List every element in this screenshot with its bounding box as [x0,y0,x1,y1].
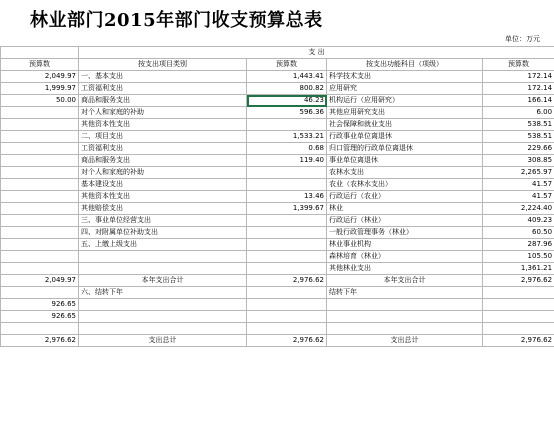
table-row [1,107,554,119]
cell-func-amount[interactable] [483,311,554,323]
header-column-row [1,59,554,71]
cell-func-amount[interactable]: 229.66 [483,143,554,155]
cell-econ-item[interactable]: 二、项目支出 [79,131,247,143]
header-expenditure-group[interactable]: 支 出 [79,47,554,59]
cell-econ-item[interactable]: 五、上缴上级支出 [79,239,247,251]
cell-income-amount[interactable]: 2,976.62 [1,335,79,347]
cell-econ-amount[interactable] [247,227,327,239]
cell-econ-amount[interactable]: 119.40 [247,155,327,167]
table-row [1,227,554,239]
page-title: 林业部门2015年部门收支预算总表 [30,10,323,31]
cell-econ-item[interactable]: 一、基本支出 [79,71,247,83]
cell-func-item[interactable]: 林业 [327,203,483,215]
cell-func-amount[interactable]: 538.51 [483,131,554,143]
cell-econ-item[interactable]: 工资福利支出 [79,83,247,95]
col-econ-amount-header[interactable]: 预算数 [247,59,327,71]
table-row [1,251,554,263]
budget-table [0,46,554,347]
cell-func-amount[interactable]: 409.23 [483,215,554,227]
cell-income-amount[interactable] [1,239,79,251]
cell-econ-item[interactable]: 基本建设支出 [79,179,247,191]
cell-income-amount[interactable] [1,191,79,203]
cell-income-amount[interactable] [1,215,79,227]
table-row [1,119,554,131]
cell-func-amount[interactable]: 2,265.97 [483,167,554,179]
cell-econ-amount[interactable]: 800.82 [247,83,327,95]
cell-econ-item[interactable]: 商品和服务支出 [79,95,247,107]
cell-econ-item[interactable] [79,311,247,323]
cell-income-amount[interactable] [1,203,79,215]
cell-func-item[interactable]: 行政运行（农业） [327,191,483,203]
cell-econ-item[interactable]: 本年支出合计 [79,275,247,287]
unit-label: 单位：万元 [505,35,540,43]
cell-econ-amount[interactable] [247,263,327,275]
cell-income-amount[interactable] [1,107,79,119]
cell-econ-item[interactable]: 四、对附属单位补助支出 [79,227,247,239]
cell-income-amount[interactable] [1,251,79,263]
cell-income-amount[interactable] [1,287,79,299]
cell-func-item[interactable]: 社会保障和就业支出 [327,119,483,131]
cell-income-amount[interactable]: 50.00 [1,95,79,107]
cell-func-amount[interactable]: 287.96 [483,239,554,251]
cell-income-amount[interactable] [1,131,79,143]
cell-func-item[interactable]: 农林水支出 [327,167,483,179]
cell-econ-amount[interactable] [247,239,327,251]
cell-income-amount[interactable]: 926.65 [1,299,79,311]
cell-func-amount[interactable]: 41.57 [483,191,554,203]
cell-econ-amount[interactable] [247,179,327,191]
cell-func-item[interactable] [327,323,483,335]
cell-income-amount[interactable] [1,323,79,335]
table-row [1,143,554,155]
cell-income-amount[interactable] [1,263,79,275]
cell-econ-amount[interactable] [247,323,327,335]
table-row [1,203,554,215]
cell-econ-item[interactable]: 其他资本性支出 [79,191,247,203]
cell-econ-item[interactable] [79,251,247,263]
cell-econ-amount[interactable] [247,167,327,179]
cell-econ-amount-selected[interactable]: 46.23 [247,95,327,107]
table-row [1,299,554,311]
table-row [1,95,554,107]
table-row [1,191,554,203]
total-row [1,275,554,287]
cell-func-amount[interactable]: 172.14 [483,83,554,95]
cell-func-amount[interactable]: 538.51 [483,119,554,131]
cell-econ-amount[interactable]: 2,976.62 [247,335,327,347]
cell-func-item[interactable]: 归口管理的行政单位离退休 [327,143,483,155]
cell-func-amount[interactable]: 60.50 [483,227,554,239]
cell-func-amount[interactable] [483,287,554,299]
table-row [1,287,554,299]
cell-func-amount[interactable]: 308.85 [483,155,554,167]
cell-econ-item[interactable]: 其他资本性支出 [79,119,247,131]
cell-func-item[interactable]: 机构运行（应用研究） [327,95,483,107]
table-row [1,155,554,167]
header-group-row [1,47,554,59]
cell-econ-item[interactable]: 工资福利支出 [79,143,247,155]
table-row [1,215,554,227]
table-row [1,239,554,251]
cell-econ-amount[interactable]: 13.46 [247,191,327,203]
cell-econ-amount[interactable] [247,287,327,299]
cell-func-item[interactable]: 行政运行（林业） [327,215,483,227]
cell-econ-amount[interactable]: 1,399.67 [247,203,327,215]
table-row [1,131,554,143]
table-row [1,311,554,323]
cell-econ-amount[interactable] [247,251,327,263]
cell-func-amount[interactable] [483,299,554,311]
cell-income-amount[interactable]: 2,049.97 [1,275,79,287]
cell-income-amount[interactable] [1,179,79,191]
cell-func-amount[interactable]: 6.00 [483,107,554,119]
cell-econ-item[interactable]: 支出总计 [79,335,247,347]
cell-func-amount[interactable]: 105.50 [483,251,554,263]
cell-income-amount[interactable] [1,143,79,155]
cell-econ-item[interactable] [79,299,247,311]
cell-econ-item[interactable]: 其他赔偿支出 [79,203,247,215]
cell-func-item[interactable]: 本年支出合计 [327,275,483,287]
cell-func-item[interactable]: 其他应用研究支出 [327,107,483,119]
table-row [1,263,554,275]
cell-func-amount[interactable]: 166.14 [483,95,554,107]
cell-func-item[interactable]: 林业事业机构 [327,239,483,251]
table-row [1,71,554,83]
cell-econ-amount[interactable]: 2,976.62 [247,275,327,287]
cell-func-item[interactable]: 行政事业单位离退休 [327,131,483,143]
cell-func-item[interactable]: 森林培育（林业） [327,251,483,263]
cell-func-amount[interactable]: 2,976.62 [483,335,554,347]
table-row [1,167,554,179]
table-row [1,83,554,95]
table-row [1,323,554,335]
cell-income-amount[interactable] [1,155,79,167]
cell-income-amount[interactable] [1,167,79,179]
col-func-amount-header[interactable]: 预算数 [483,59,554,71]
cell-income-amount[interactable]: 1,999.97 [1,83,79,95]
cell-econ-item[interactable]: 三、事业单位经营支出 [79,215,247,227]
cell-func-item[interactable]: 农业（农林水支出） [327,179,483,191]
cell-econ-item[interactable] [79,263,247,275]
cell-econ-amount[interactable]: 596.36 [247,107,327,119]
cell-econ-amount[interactable] [247,299,327,311]
cell-econ-amount[interactable] [247,311,327,323]
cell-func-amount[interactable]: 1,361.21 [483,263,554,275]
header-blank-cell[interactable] [1,47,79,59]
col-func-item-header[interactable]: 按支出功能科目（项级） [327,59,483,71]
cell-econ-item[interactable]: 六、结转下年 [79,287,247,299]
cell-income-amount[interactable]: 2,049.97 [1,71,79,83]
col-econ-item-header[interactable]: 按支出项目类别 [79,59,247,71]
cell-func-item[interactable]: 科学技术支出 [327,71,483,83]
cell-income-amount[interactable] [1,227,79,239]
cell-econ-item[interactable]: 对个人和家庭的补助 [79,167,247,179]
cell-econ-amount[interactable]: 1,533.21 [247,131,327,143]
cell-func-item[interactable]: 应用研究 [327,83,483,95]
cell-func-item[interactable]: 结转下年 [327,287,483,299]
cell-func-amount[interactable]: 2,976.62 [483,275,554,287]
cell-func-amount[interactable] [483,323,554,335]
cell-func-item[interactable]: 其他林业支出 [327,263,483,275]
grand-total-row [1,335,554,347]
cell-econ-amount[interactable] [247,215,327,227]
cell-econ-amount[interactable]: 0.68 [247,143,327,155]
cell-income-amount[interactable] [1,119,79,131]
cell-func-item[interactable] [327,299,483,311]
col-income-amount-header[interactable]: 预算数 [1,59,79,71]
cell-econ-item[interactable] [79,323,247,335]
cell-econ-amount[interactable] [247,119,327,131]
cell-func-item[interactable] [327,311,483,323]
cell-func-item[interactable]: 一般行政管理事务（林业） [327,227,483,239]
table-row [1,179,554,191]
cell-econ-item[interactable]: 商品和服务支出 [79,155,247,167]
cell-func-amount[interactable]: 41.57 [483,179,554,191]
cell-func-amount[interactable]: 2,224.40 [483,203,554,215]
cell-func-amount[interactable]: 172.14 [483,71,554,83]
cell-income-amount[interactable]: 926.65 [1,311,79,323]
cell-func-item[interactable]: 支出总计 [327,335,483,347]
cell-econ-amount[interactable]: 1,443.41 [247,71,327,83]
cell-econ-item[interactable]: 对个人和家庭的补助 [79,107,247,119]
cell-func-item[interactable]: 事业单位离退休 [327,155,483,167]
